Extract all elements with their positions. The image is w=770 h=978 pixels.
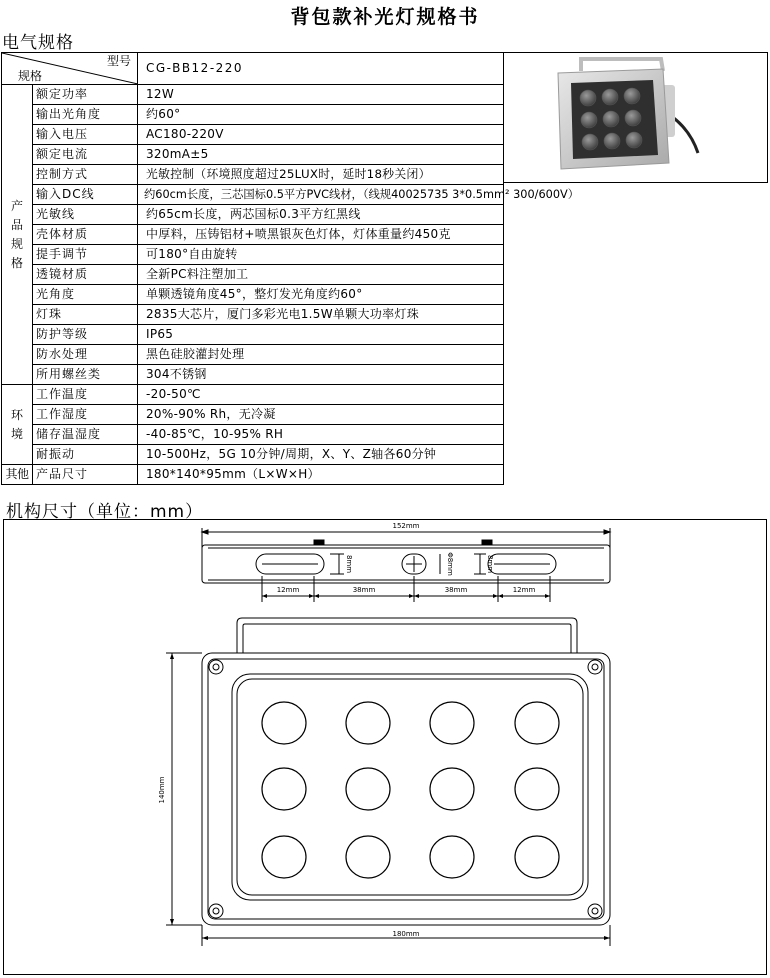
spec-label: 工作湿度 (33, 405, 138, 425)
product-photo-frame (503, 52, 768, 183)
spec-label: 耐振动 (33, 445, 138, 465)
group-other (2, 465, 33, 485)
spec-row (2, 245, 504, 265)
spec-label: 储存温湿度 (33, 425, 138, 445)
section-electrical-title: 电气规格 (2, 33, 74, 53)
spec-value: AC180-220V (138, 125, 504, 145)
spec-value: 约60° (138, 105, 504, 125)
spec-label: 输出光角度 (33, 105, 138, 125)
spec-value: 中厚料，压铸铝材+喷黑银灰色灯体，灯体重量约450克 (138, 225, 504, 245)
dim-front-width: 180mm (392, 930, 420, 938)
spec-row (2, 205, 504, 225)
spec-row (2, 305, 504, 325)
spec-label: 防水处理 (33, 345, 138, 365)
spec-value: 可180°自由旋转 (138, 245, 504, 265)
spec-label: 光敏线 (33, 205, 138, 225)
spec-row (2, 385, 504, 405)
spec-value: 320mA±5 (138, 145, 504, 165)
header-diagonal-cell (2, 53, 138, 85)
spec-label: 产品尺寸 (33, 465, 138, 485)
dim-front-height: 140mm (158, 776, 166, 804)
spec-row (2, 405, 504, 425)
dim-slot-12-right: 12mm (512, 586, 536, 594)
spec-value: 约65cm长度，两芯国标0.3平方红黑线 (138, 205, 504, 225)
spec-row (2, 425, 504, 445)
product-photo (503, 53, 768, 184)
spec-label: 额定功率 (33, 85, 138, 105)
spec-row (2, 265, 504, 285)
spec-row (2, 325, 504, 345)
mechanical-drawing (4, 520, 766, 974)
model-label: 型号 (106, 54, 131, 68)
spec-label: 防护等级 (33, 325, 138, 345)
spec-value: 12W (138, 85, 504, 105)
group-label: 环境 (10, 407, 23, 441)
spec-label: 光角度 (33, 285, 138, 305)
spec-row (2, 365, 504, 385)
spec-row (2, 185, 504, 205)
spec-label: 规格 (18, 69, 43, 83)
group-product (2, 85, 33, 385)
dim-slot-height-2: 8mm (486, 554, 494, 574)
spec-value: IP65 (138, 325, 504, 345)
section-mechanical-title: 机构尺寸（单位：mm） (6, 502, 204, 522)
spec-label: 输入电压 (33, 125, 138, 145)
spec-value: 单颗透镜角度45°，整灯发光角度约60° (138, 285, 504, 305)
document-title: 背包款补光灯规格书 (290, 6, 480, 28)
dim-hole-diameter: Φ8mm (446, 552, 454, 576)
spec-value: 10-500Hz，5G 10分钟/周期，X、Y、Z轴各60分钟 (138, 445, 504, 465)
spec-value: 2835大芯片，厦门多彩光电1.5W单颗大功率灯珠 (138, 305, 504, 325)
spec-label: 所用螺丝类 (33, 365, 138, 385)
spec-row (2, 145, 504, 165)
group-label: 产品规格 (10, 198, 23, 270)
spec-value: 光敏控制（环境照度超过25LUX时，延时18秒关闭） (138, 165, 504, 185)
spec-value: 180*140*95mm（L×W×H） (138, 465, 504, 485)
spec-label: 透镜材质 (33, 265, 138, 285)
spec-value: 20%-90% Rh，无冷凝 (138, 405, 504, 425)
spec-label: 工作温度 (33, 385, 138, 405)
spec-row (2, 125, 504, 145)
group-label: 其他 (5, 467, 29, 481)
spec-row (2, 285, 504, 305)
dim-slot-38-left: 38mm (352, 586, 376, 594)
dim-top-width: 152mm (392, 522, 420, 530)
mechanical-drawing-frame (3, 519, 767, 975)
spec-table (1, 52, 580, 485)
spec-label: 提手调节 (33, 245, 138, 265)
model-value: CG-BB12-220 (138, 53, 504, 85)
spec-row (2, 445, 504, 465)
spec-row (2, 225, 504, 245)
spec-value: 304不锈钢 (138, 365, 504, 385)
spec-value: -20-50℃ (138, 385, 504, 405)
spec-row (2, 105, 504, 125)
spec-row (2, 165, 504, 185)
spec-value: -40-85℃，10-95% RH (138, 425, 504, 445)
spec-value: 黑色硅胶灌封处理 (138, 345, 504, 365)
spec-value: 约60cm长度，三芯国标0.5平方PVC线材，（线规40025735 3*0.5mm² 300/600V） (138, 185, 504, 205)
spec-label: 控制方式 (33, 165, 138, 185)
spec-row (2, 85, 504, 105)
spec-label: 灯珠 (33, 305, 138, 325)
dim-slot-12-left: 12mm (276, 586, 300, 594)
spec-label: 壳体材质 (33, 225, 138, 245)
spec-label: 额定电流 (33, 145, 138, 165)
spec-row (2, 465, 504, 485)
spec-label: 输入DC线 (33, 185, 138, 205)
dim-slot-38-right: 38mm (444, 586, 468, 594)
dim-slot-height-1: 8mm (345, 554, 353, 574)
group-environment (2, 385, 33, 465)
spec-value: 全新PC料注塑加工 (138, 265, 504, 285)
spec-row (2, 345, 504, 365)
